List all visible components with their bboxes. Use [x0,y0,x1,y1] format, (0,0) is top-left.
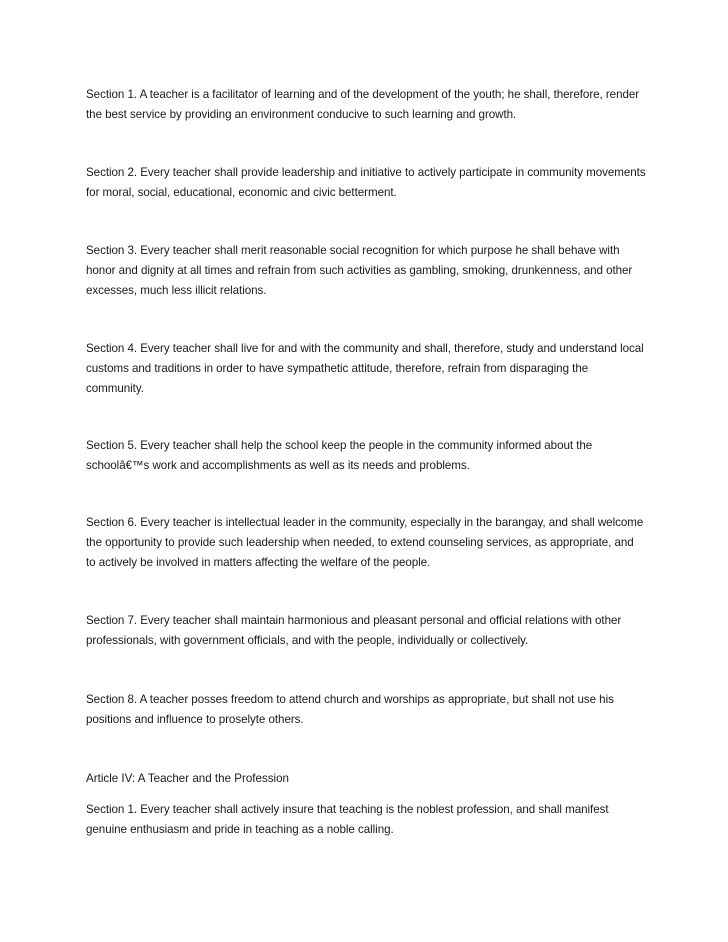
section-4-paragraph: Section 4. Every teacher shall live for and with the community and shall, therefore, study and understand local customs and traditions in order to have sympathetic attitude, therefore, refrain from disparaging the community. [86,342,644,395]
article-iv-section-1-paragraph: Section 1. Every teacher shall actively insure that teaching is the noblest profession, and shall manifest genuine enthusiasm and pride in teaching as a noble calling. [86,803,609,836]
section-3-paragraph: Section 3. Every teacher shall merit reasonable social recognition for which purpose he shall behave with honor and dignity at all times and refrain from such activities as gambling, smoking, drunkenness, and other excesses, much less illicit relations. [86,244,633,297]
section-1-paragraph: Section 1. A teacher is a facilitator of learning and of the development of the youth; he shall, therefore, render the best service by providing an environment conducive to such learning and growth. [86,88,640,121]
section-7-paragraph: Section 7. Every teacher shall maintain harmonious and pleasant personal and official relations with other professionals, with government officials, and with the people, individually or collectively. [86,614,622,647]
section-2-paragraph: Section 2. Every teacher shall provide leadership and initiative to actively participate in community movements for moral, social, educational, economic and civic betterment. [86,166,646,199]
section-5-paragraph: Section 5. Every teacher shall help the school keep the people in the community informed about the schoolâ€™s work and accomplishments as well as its needs and problems. [86,439,593,472]
section-8-paragraph: Section 8. A teacher posses freedom to attend church and worships as appropriate, but shall not use his positions and influence to proselyte others. [86,693,614,726]
section-6-paragraph: Section 6. Every teacher is intellectual leader in the community, especially in the barangay, and shall welcome the opportunity to provide such leadership when needed, to extend counseling services, as appropriate, and to actively be involved in matters affecting the welfare of the people. [86,516,644,569]
article-iv-heading: Article IV: A Teacher and the Profession [86,772,290,785]
